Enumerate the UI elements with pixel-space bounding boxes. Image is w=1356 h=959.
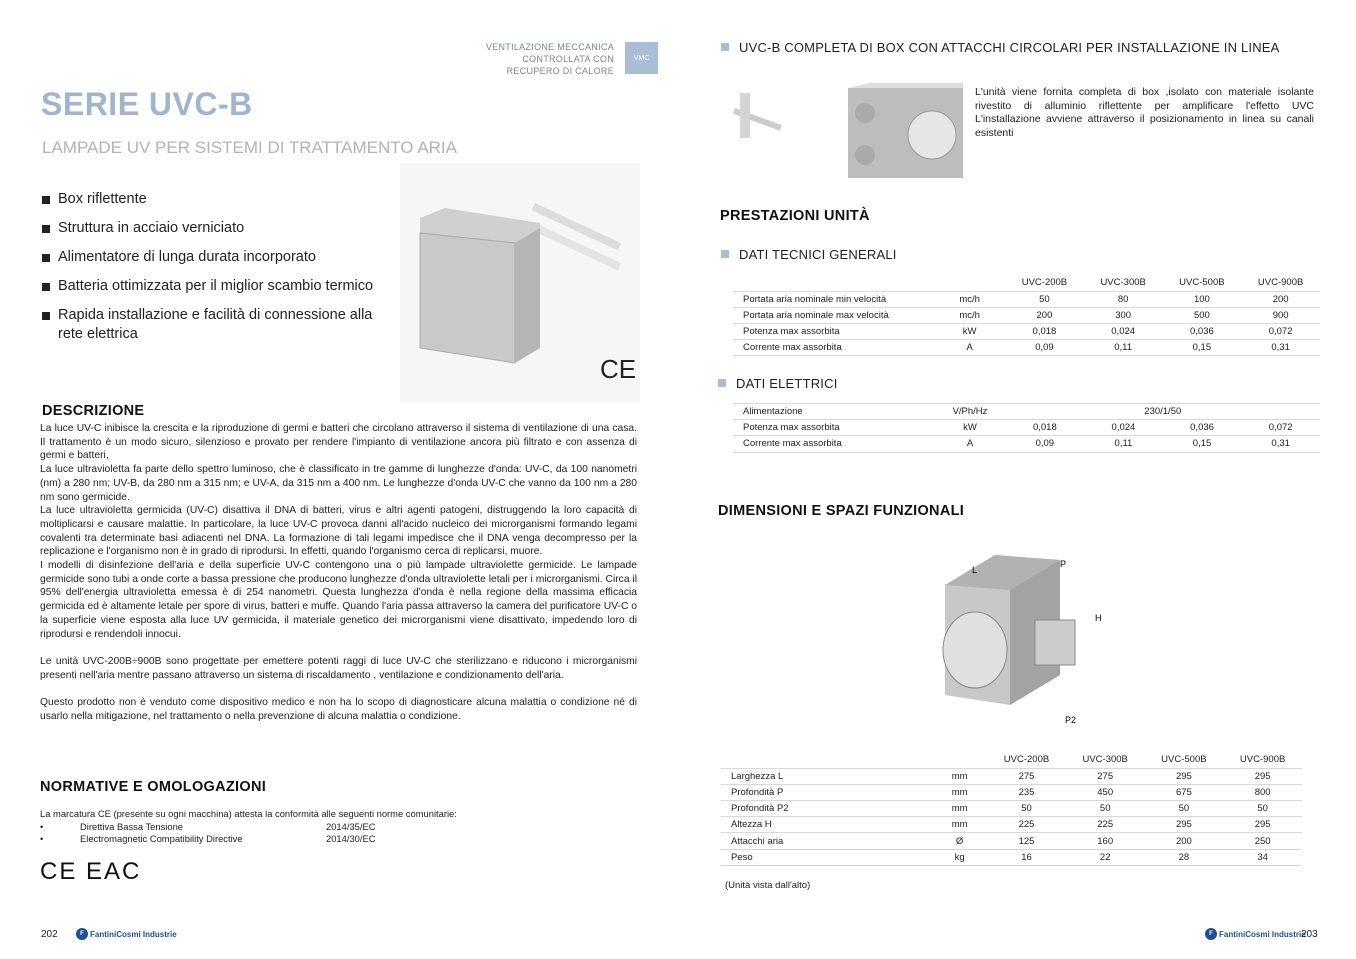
- label-p2: P2: [1065, 715, 1077, 725]
- unit-cell: A: [966, 438, 974, 450]
- value-cell: 0,31: [1271, 438, 1290, 450]
- feature-list: [42, 190, 397, 354]
- value-cell: 900: [1272, 309, 1289, 321]
- header-blank: [721, 752, 932, 768]
- dimensions-heading: DIMENSIONI E SPAZI FUNZIONALI: [718, 503, 965, 519]
- value-cell: 0,072: [1268, 326, 1293, 338]
- table-row: [733, 324, 1320, 340]
- label-p: P: [1060, 559, 1067, 569]
- general-heading-text: DATI TECNICI GENERALI: [739, 247, 897, 262]
- norm-code: 2014/35/EC: [326, 820, 376, 832]
- table-body: [733, 404, 1320, 453]
- description-paragraph: La luce ultravioletta fa parte dello spettro luminoso, che è classificato in tre gamme di lunghezze d'onda: UV-C, da 100 nanometri (nm) a 280 nm; UV-B, da 280 nm a 315 nm; e UV-A, da 315 nm a 400 nm. Le lunghezze d'onda UV-C che vanno da 100 nm a 280 nm sono germicide.: [40, 464, 637, 503]
- uv-lamp-illustration: [400, 163, 640, 403]
- model-header: UVC-900B: [1239, 754, 1286, 766]
- description-paragraph: Le unità UVC-200B÷900B sono progettate per emettere potenti raggi di luce UV-C che sterilizzano e riducono i microrganismi presenti nell'aria mentre passano attraverso un sistema di riscaldamento , ventilazione e condizionamento dell'aria.: [40, 655, 637, 681]
- description-heading: DESCRIZIONE: [42, 403, 145, 419]
- table-row: [733, 340, 1320, 356]
- description-paragraph: Questo prodotto non è venduto come dispositivo medico e non ha lo scopo di diagnosticare alcuna malattia o condizione né di usarlo nella mitigazione, nel trattamento o nella prevenzione di alcuna malattia o condizione.: [40, 697, 637, 722]
- value-cell: 200: [1272, 293, 1289, 305]
- value-cell: 50: [1021, 803, 1032, 815]
- row-label: Larghezza L: [731, 770, 784, 782]
- value-cell: 0,09: [1035, 342, 1054, 354]
- table-body: [721, 768, 1302, 865]
- certification-marks: CE EAC: [40, 858, 142, 885]
- header-blank: [733, 275, 934, 291]
- description-text: [40, 422, 637, 723]
- logo-text: FantiniCosmi Industrie: [1219, 929, 1306, 939]
- value-cell: 230/1/50: [1144, 406, 1182, 418]
- value-cell: 0,024: [1111, 422, 1136, 434]
- box-product-image: [720, 83, 970, 181]
- value-cell: 100: [1193, 293, 1210, 305]
- feature-item: Alimentatore di lunga durata incorporato: [42, 248, 397, 267]
- dimensions-table: [721, 752, 1302, 866]
- norm-intro: La marcatura CE (presente su ogni macchina) attesta la conformità alle seguenti norme comunitarie:: [40, 808, 457, 819]
- category-line: VENTILAZIONE MECCANICA: [485, 42, 614, 52]
- value-cell: 295: [1175, 819, 1192, 831]
- row-label: Peso: [731, 851, 753, 863]
- value-cell: 80: [1117, 293, 1129, 305]
- value-cell: 295: [1254, 770, 1271, 782]
- value-cell: 0,018: [1032, 326, 1057, 338]
- page-title: SERIE UVC-B: [41, 86, 253, 122]
- unit-cell: mm: [951, 803, 968, 815]
- value-cell: 0,15: [1192, 438, 1212, 450]
- row-label: Alimentazione: [743, 406, 803, 418]
- general-data-table: [733, 275, 1320, 356]
- table-row: [721, 768, 1302, 784]
- value-cell: 50: [1099, 803, 1111, 815]
- model-header: UVC-900B: [1257, 277, 1304, 289]
- header-blank: [932, 752, 987, 768]
- page-number: 203: [1301, 929, 1318, 940]
- table-header: [721, 752, 1302, 768]
- row-label: Altezza H: [731, 819, 772, 831]
- value-cell: 225: [1097, 819, 1114, 831]
- value-cell: 500: [1193, 309, 1210, 321]
- norm-item: [40, 833, 457, 846]
- square-bullet-icon: [721, 250, 729, 258]
- view-note: (Unità vista dall'alto): [725, 880, 811, 891]
- norm-item: [40, 821, 457, 834]
- value-cell: 275: [1097, 770, 1114, 782]
- label-l: L: [972, 565, 978, 575]
- model-header: UVC-500B: [1179, 277, 1225, 289]
- unit-cell: V/Ph/Hz: [952, 406, 988, 418]
- vmc-house-icon: [625, 42, 658, 74]
- vmc-badge-text: VMC: [633, 54, 650, 62]
- label-h: H: [1095, 613, 1102, 623]
- table-header: [733, 275, 1320, 291]
- box-description: L'unità viene fornita completa di box ,isolato con materiale isolante rivestito di alluminio riflettente per amplificare l'effetto UVC L'installazione avviene attraverso il posizionamento in linea su canali esistenti: [975, 86, 1314, 140]
- value-cell: 450: [1097, 786, 1114, 798]
- value-cell: 200: [1175, 835, 1192, 847]
- ce-mark: CE: [600, 354, 637, 384]
- electrical-heading-text: DATI ELETTRICI: [736, 376, 838, 391]
- value-cell: 50: [1257, 803, 1268, 815]
- value-cell: 28: [1178, 851, 1190, 863]
- table-row: [721, 784, 1302, 800]
- model-header: UVC-500B: [1161, 754, 1207, 766]
- norm-name: Electromagnetic Compatibility Directive: [80, 833, 243, 844]
- box-illustration: [720, 83, 970, 181]
- unit-cell: mm: [951, 786, 968, 798]
- value-cell: 34: [1257, 851, 1268, 863]
- table-row: [721, 817, 1302, 833]
- norm-section: [40, 808, 457, 846]
- product-image: [400, 163, 640, 403]
- unit-cell: mm: [951, 770, 968, 782]
- value-cell: 0,036: [1189, 326, 1214, 338]
- square-bullet-icon: [718, 379, 726, 387]
- unit-cell: kW: [963, 422, 977, 434]
- value-cell: 0,036: [1190, 422, 1214, 434]
- category-label: [486, 41, 614, 77]
- box-heading-text: UVC-B COMPLETA DI BOX CON ATTACCHI CIRCOLARI PER INSTALLAZIONE IN LINEA: [739, 40, 1280, 55]
- bullet: •: [40, 833, 44, 844]
- row-label: Corrente max assorbita: [743, 438, 842, 450]
- value-cell: 675: [1175, 786, 1192, 798]
- general-data-heading: [721, 247, 897, 262]
- bullet: •: [40, 820, 44, 832]
- feature-item: Box riflettente: [42, 190, 397, 209]
- value-cell: 800: [1254, 786, 1271, 798]
- company-logo: F FantiniCosmi Industrie: [1205, 928, 1306, 940]
- model-header: UVC-200B: [1021, 277, 1068, 289]
- value-cell: 0,11: [1114, 342, 1133, 354]
- value-cell: 50: [1178, 803, 1190, 815]
- value-cell: 295: [1254, 819, 1271, 831]
- header-row: [733, 275, 1320, 291]
- table-row: [733, 420, 1320, 436]
- row-label: Potenza max assorbita: [743, 422, 840, 434]
- norm-heading: NORMATIVE E OMOLOGAZIONI: [40, 779, 267, 795]
- category-line: CONTROLLATA CON: [522, 54, 614, 64]
- value-cell: 275: [1018, 770, 1035, 782]
- norm-code: 2014/30/EC: [326, 833, 376, 844]
- value-cell: 160: [1097, 835, 1114, 847]
- row-label: Potenza max assorbita: [743, 326, 840, 338]
- table-row: [721, 801, 1302, 817]
- table-row: [721, 849, 1302, 865]
- dimension-diagram: [930, 545, 1110, 725]
- unit-cell: kg: [954, 851, 965, 863]
- model-header: UVC-300B: [1100, 277, 1146, 289]
- row-label: Portata aria nominale max velocità: [743, 309, 889, 321]
- row-label: Profondità P2: [731, 803, 789, 815]
- value-cell: 0,31: [1271, 342, 1290, 354]
- value-cell: 0,09: [1035, 438, 1055, 450]
- table-row: [733, 404, 1320, 420]
- description-paragraph: La luce ultravioletta germicida (UV-C) disattiva il DNA di batteri, virus e altri agenti patogeni, distruggendo la loro capacità di moltiplicarsi e causare malattie. In particolare, la luce UV-C provoca danni all'acido nucleico dei microrganismi formando legami covalenti tra determinate basi adiacenti nel DNA. La formazione di tali legami impedisce che il DNA venga decompresso per la replicazione e l'organismo non è in grado di riprodursi. In effetti, quando l'organismo cerca di replicarsi, muore.: [40, 505, 637, 558]
- performance-heading: PRESTAZIONI UNITÀ: [720, 208, 870, 224]
- table-row: [721, 833, 1302, 849]
- electrical-data-table: [733, 403, 1320, 453]
- value-cell: 295: [1175, 770, 1192, 782]
- header-row: [721, 752, 1302, 768]
- value-cell: 22: [1099, 851, 1111, 863]
- value-cell: 0,072: [1268, 422, 1293, 434]
- unit-cell: Ø: [955, 835, 964, 847]
- header-blank: [934, 275, 1005, 291]
- logo-text: FantiniCosmi Industrie: [90, 929, 177, 939]
- row-label: Portata aria nominale min velocità: [743, 293, 887, 305]
- unit-cell: kW: [962, 326, 977, 338]
- electrical-data-heading: [718, 376, 838, 391]
- value-cell: 200: [1036, 309, 1053, 321]
- box-dimension-drawing: [930, 545, 1110, 725]
- feature-item: Struttura in acciaio verniciato: [42, 219, 397, 238]
- norm-name: Direttiva Bassa Tensione: [80, 820, 184, 832]
- unit-cell: mm: [951, 819, 968, 831]
- row-label: Profondità P: [731, 786, 784, 798]
- table-row: [733, 307, 1320, 323]
- page-number: 202: [41, 929, 58, 940]
- row-label: Corrente max assorbita: [743, 342, 842, 354]
- value-cell: 16: [1021, 851, 1032, 863]
- company-logo: F FantiniCosmi Industrie: [76, 928, 177, 940]
- category-line: RECUPERO DI CALORE: [506, 66, 614, 76]
- model-header: UVC-300B: [1082, 754, 1128, 766]
- table-row: [733, 291, 1320, 307]
- value-cell: 0,11: [1114, 438, 1133, 450]
- value-cell: 250: [1254, 835, 1271, 847]
- feature-item: Batteria ottimizzata per il miglior scambio termico: [42, 277, 397, 296]
- value-cell: 50: [1039, 293, 1050, 305]
- value-cell: 0,024: [1111, 326, 1136, 338]
- description-paragraph: I modelli di disinfezione dell'aria e della superficie UV-C contengono una o più lampade ultraviolette germicide. Le lampade germicide sono tubi a onde corte a bassa pressione che producono lunghezze d'onda ultraviolette letali per i microrganismi. Circa il 95% dell'energia ultravioletta emessa è di 254 nanometri. Questa lunghezza d'onda è nella regione della massima efficacia germicida ed è altamente letale per spore di virus, batteri e muffe. Quando l'aria passa attraverso la camera del purificatore UV-C o la superficie viene esposta alla luce UV germicida, il materiale genetico dei microrganismi viene disattivato, impedendo loro di riprodursi e rendendoli innocui.: [40, 560, 637, 640]
- model-header: UVC-200B: [1003, 754, 1050, 766]
- unit-cell: mc/h: [959, 293, 980, 305]
- page-subtitle: LAMPADE UV PER SISTEMI DI TRATTAMENTO ARIA: [42, 138, 457, 157]
- unit-cell: A: [966, 342, 973, 354]
- row-label: Attacchi aria: [731, 835, 784, 847]
- value-cell: 125: [1018, 835, 1035, 847]
- table-body: [733, 291, 1320, 356]
- value-cell: 0,15: [1192, 342, 1212, 354]
- value-cell: 235: [1018, 786, 1035, 798]
- value-cell: 300: [1115, 309, 1132, 321]
- square-bullet-icon: [721, 43, 729, 51]
- value-cell: 225: [1018, 819, 1035, 831]
- value-cell: 0,018: [1032, 422, 1057, 434]
- table-row: [733, 436, 1320, 452]
- description-paragraph: La luce UV-C inibisce la crescita e la riproduzione di germi e batteri che circolano attraverso il sistema di ventilazione di una casa. Il trattamento è un modo sicuro, silenzioso e provato per rendere l'impianto di ventilazione ancora più filtrato e con assenza di germi e batteri,: [40, 423, 637, 462]
- feature-item: Rapida installazione e facilità di connessione alla rete elettrica: [42, 306, 397, 344]
- unit-cell: mc/h: [959, 309, 980, 321]
- box-heading: [721, 40, 1280, 55]
